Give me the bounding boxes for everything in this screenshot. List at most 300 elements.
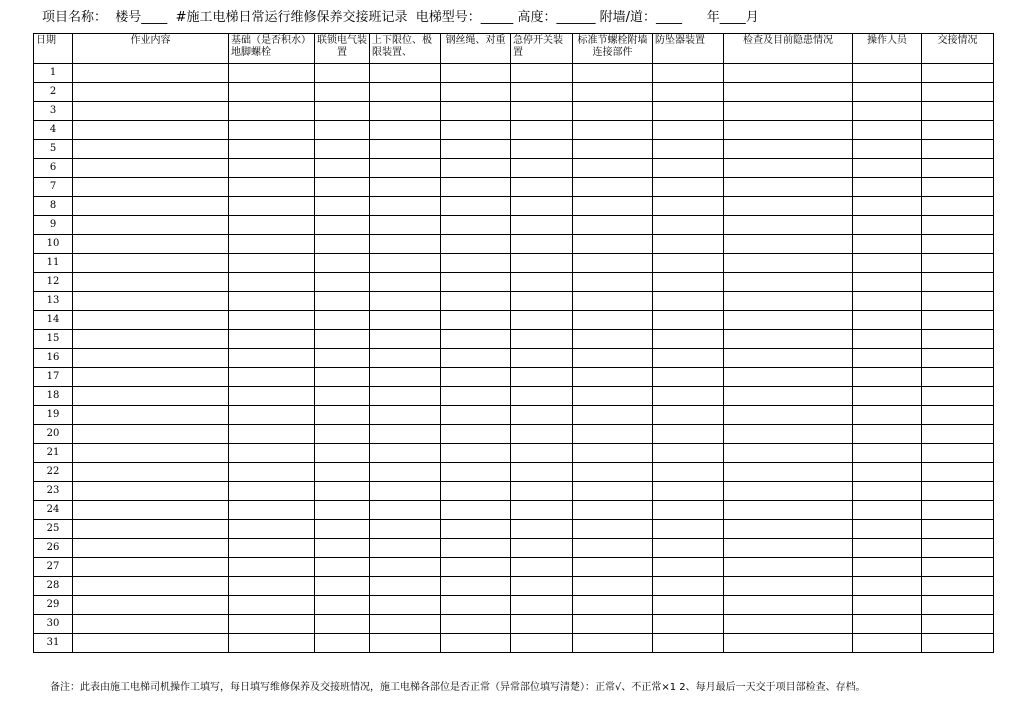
entry-cell[interactable]: [229, 235, 315, 254]
entry-cell[interactable]: [441, 539, 511, 558]
entry-cell[interactable]: [441, 140, 511, 159]
entry-cell[interactable]: [724, 501, 853, 520]
entry-cell[interactable]: [653, 577, 724, 596]
entry-cell[interactable]: [653, 387, 724, 406]
entry-cell[interactable]: [441, 577, 511, 596]
entry-cell[interactable]: [922, 254, 994, 273]
entry-cell[interactable]: [73, 520, 229, 539]
entry-cell[interactable]: [441, 330, 511, 349]
entry-cell[interactable]: [724, 463, 853, 482]
entry-cell[interactable]: [511, 102, 573, 121]
entry-cell[interactable]: [229, 444, 315, 463]
entry-cell[interactable]: [315, 254, 370, 273]
entry-cell[interactable]: [370, 539, 441, 558]
entry-cell[interactable]: [573, 463, 653, 482]
entry-cell[interactable]: [441, 235, 511, 254]
entry-cell[interactable]: [73, 615, 229, 634]
entry-cell[interactable]: [370, 482, 441, 501]
entry-cell[interactable]: [511, 406, 573, 425]
entry-cell[interactable]: [370, 425, 441, 444]
entry-cell[interactable]: [922, 406, 994, 425]
entry-cell[interactable]: [73, 311, 229, 330]
entry-cell[interactable]: [724, 197, 853, 216]
entry-cell[interactable]: [653, 140, 724, 159]
entry-cell[interactable]: [73, 216, 229, 235]
entry-cell[interactable]: [441, 64, 511, 83]
entry-cell[interactable]: [229, 197, 315, 216]
entry-cell[interactable]: [653, 501, 724, 520]
entry-cell[interactable]: [441, 368, 511, 387]
entry-cell[interactable]: [73, 178, 229, 197]
entry-cell[interactable]: [315, 577, 370, 596]
entry-cell[interactable]: [853, 615, 922, 634]
entry-cell[interactable]: [853, 463, 922, 482]
entry-cell[interactable]: [853, 425, 922, 444]
entry-cell[interactable]: [653, 64, 724, 83]
entry-cell[interactable]: [724, 520, 853, 539]
entry-cell[interactable]: [573, 83, 653, 102]
entry-cell[interactable]: [441, 197, 511, 216]
entry-cell[interactable]: [229, 311, 315, 330]
entry-cell[interactable]: [441, 425, 511, 444]
entry-cell[interactable]: [370, 406, 441, 425]
entry-cell[interactable]: [229, 64, 315, 83]
entry-cell[interactable]: [315, 140, 370, 159]
entry-cell[interactable]: [724, 596, 853, 615]
entry-cell[interactable]: [370, 330, 441, 349]
entry-cell[interactable]: [853, 444, 922, 463]
entry-cell[interactable]: [229, 406, 315, 425]
entry-cell[interactable]: [370, 140, 441, 159]
entry-cell[interactable]: [853, 83, 922, 102]
entry-cell[interactable]: [511, 349, 573, 368]
entry-cell[interactable]: [653, 216, 724, 235]
entry-cell[interactable]: [724, 83, 853, 102]
entry-cell[interactable]: [511, 387, 573, 406]
entry-cell[interactable]: [653, 615, 724, 634]
entry-cell[interactable]: [441, 311, 511, 330]
entry-cell[interactable]: [853, 501, 922, 520]
entry-cell[interactable]: [229, 178, 315, 197]
entry-cell[interactable]: [573, 368, 653, 387]
entry-cell[interactable]: [73, 330, 229, 349]
entry-cell[interactable]: [653, 159, 724, 178]
entry-cell[interactable]: [922, 596, 994, 615]
entry-cell[interactable]: [724, 178, 853, 197]
entry-cell[interactable]: [441, 159, 511, 178]
entry-cell[interactable]: [653, 482, 724, 501]
entry-cell[interactable]: [573, 292, 653, 311]
entry-cell[interactable]: [853, 330, 922, 349]
entry-cell[interactable]: [853, 178, 922, 197]
entry-cell[interactable]: [853, 349, 922, 368]
entry-cell[interactable]: [370, 387, 441, 406]
entry-cell[interactable]: [370, 178, 441, 197]
entry-cell[interactable]: [724, 634, 853, 653]
entry-cell[interactable]: [315, 273, 370, 292]
entry-cell[interactable]: [653, 634, 724, 653]
entry-cell[interactable]: [511, 425, 573, 444]
entry-cell[interactable]: [315, 83, 370, 102]
entry-cell[interactable]: [441, 558, 511, 577]
entry-cell[interactable]: [73, 634, 229, 653]
entry-cell[interactable]: [441, 254, 511, 273]
entry-cell[interactable]: [573, 539, 653, 558]
entry-cell[interactable]: [511, 254, 573, 273]
entry-cell[interactable]: [511, 311, 573, 330]
entry-cell[interactable]: [229, 140, 315, 159]
entry-cell[interactable]: [229, 387, 315, 406]
entry-cell[interactable]: [315, 159, 370, 178]
entry-cell[interactable]: [853, 520, 922, 539]
entry-cell[interactable]: [73, 159, 229, 178]
entry-cell[interactable]: [922, 197, 994, 216]
entry-cell[interactable]: [724, 368, 853, 387]
entry-cell[interactable]: [370, 273, 441, 292]
entry-cell[interactable]: [441, 273, 511, 292]
entry-cell[interactable]: [370, 292, 441, 311]
entry-cell[interactable]: [511, 615, 573, 634]
entry-cell[interactable]: [441, 615, 511, 634]
entry-cell[interactable]: [853, 634, 922, 653]
entry-cell[interactable]: [73, 558, 229, 577]
entry-cell[interactable]: [441, 520, 511, 539]
entry-cell[interactable]: [573, 102, 653, 121]
entry-cell[interactable]: [511, 558, 573, 577]
entry-cell[interactable]: [370, 520, 441, 539]
entry-cell[interactable]: [724, 577, 853, 596]
entry-cell[interactable]: [653, 292, 724, 311]
entry-cell[interactable]: [511, 539, 573, 558]
entry-cell[interactable]: [229, 273, 315, 292]
entry-cell[interactable]: [370, 311, 441, 330]
entry-cell[interactable]: [441, 634, 511, 653]
entry-cell[interactable]: [315, 64, 370, 83]
entry-cell[interactable]: [922, 558, 994, 577]
entry-cell[interactable]: [922, 121, 994, 140]
entry-cell[interactable]: [511, 121, 573, 140]
entry-cell[interactable]: [315, 349, 370, 368]
entry-cell[interactable]: [370, 83, 441, 102]
entry-cell[interactable]: [922, 102, 994, 121]
entry-cell[interactable]: [370, 235, 441, 254]
entry-cell[interactable]: [511, 596, 573, 615]
entry-cell[interactable]: [370, 444, 441, 463]
entry-cell[interactable]: [573, 178, 653, 197]
entry-cell[interactable]: [441, 406, 511, 425]
entry-cell[interactable]: [724, 216, 853, 235]
entry-cell[interactable]: [441, 463, 511, 482]
entry-cell[interactable]: [315, 615, 370, 634]
entry-cell[interactable]: [853, 197, 922, 216]
entry-cell[interactable]: [73, 425, 229, 444]
entry-cell[interactable]: [922, 425, 994, 444]
entry-cell[interactable]: [853, 64, 922, 83]
entry-cell[interactable]: [315, 216, 370, 235]
entry-cell[interactable]: [653, 444, 724, 463]
entry-cell[interactable]: [853, 140, 922, 159]
entry-cell[interactable]: [370, 501, 441, 520]
entry-cell[interactable]: [229, 634, 315, 653]
entry-cell[interactable]: [229, 159, 315, 178]
entry-cell[interactable]: [573, 216, 653, 235]
entry-cell[interactable]: [573, 235, 653, 254]
entry-cell[interactable]: [370, 615, 441, 634]
entry-cell[interactable]: [511, 292, 573, 311]
entry-cell[interactable]: [922, 615, 994, 634]
entry-cell[interactable]: [922, 368, 994, 387]
entry-cell[interactable]: [653, 235, 724, 254]
entry-cell[interactable]: [573, 159, 653, 178]
entry-cell[interactable]: [853, 539, 922, 558]
entry-cell[interactable]: [315, 444, 370, 463]
entry-cell[interactable]: [653, 596, 724, 615]
entry-cell[interactable]: [229, 596, 315, 615]
entry-cell[interactable]: [922, 501, 994, 520]
entry-cell[interactable]: [724, 292, 853, 311]
entry-cell[interactable]: [724, 349, 853, 368]
entry-cell[interactable]: [315, 235, 370, 254]
entry-cell[interactable]: [511, 273, 573, 292]
entry-cell[interactable]: [441, 178, 511, 197]
entry-cell[interactable]: [229, 349, 315, 368]
entry-cell[interactable]: [511, 83, 573, 102]
entry-cell[interactable]: [73, 539, 229, 558]
entry-cell[interactable]: [573, 444, 653, 463]
entry-cell[interactable]: [724, 444, 853, 463]
entry-cell[interactable]: [573, 558, 653, 577]
entry-cell[interactable]: [315, 520, 370, 539]
entry-cell[interactable]: [73, 273, 229, 292]
entry-cell[interactable]: [922, 634, 994, 653]
entry-cell[interactable]: [315, 634, 370, 653]
entry-cell[interactable]: [73, 577, 229, 596]
entry-cell[interactable]: [573, 615, 653, 634]
entry-cell[interactable]: [511, 178, 573, 197]
entry-cell[interactable]: [573, 121, 653, 140]
entry-cell[interactable]: [653, 273, 724, 292]
entry-cell[interactable]: [853, 577, 922, 596]
entry-cell[interactable]: [724, 273, 853, 292]
entry-cell[interactable]: [853, 558, 922, 577]
entry-cell[interactable]: [315, 102, 370, 121]
entry-cell[interactable]: [229, 83, 315, 102]
entry-cell[interactable]: [922, 235, 994, 254]
entry-cell[interactable]: [922, 463, 994, 482]
entry-cell[interactable]: [370, 159, 441, 178]
entry-cell[interactable]: [724, 387, 853, 406]
entry-cell[interactable]: [922, 159, 994, 178]
entry-cell[interactable]: [853, 254, 922, 273]
entry-cell[interactable]: [370, 197, 441, 216]
entry-cell[interactable]: [370, 558, 441, 577]
entry-cell[interactable]: [511, 634, 573, 653]
entry-cell[interactable]: [922, 292, 994, 311]
entry-cell[interactable]: [229, 558, 315, 577]
entry-cell[interactable]: [511, 501, 573, 520]
entry-cell[interactable]: [853, 311, 922, 330]
entry-cell[interactable]: [511, 482, 573, 501]
entry-cell[interactable]: [441, 482, 511, 501]
entry-cell[interactable]: [441, 102, 511, 121]
entry-cell[interactable]: [724, 235, 853, 254]
entry-cell[interactable]: [441, 121, 511, 140]
entry-cell[interactable]: [573, 387, 653, 406]
entry-cell[interactable]: [922, 178, 994, 197]
entry-cell[interactable]: [229, 501, 315, 520]
entry-cell[interactable]: [653, 178, 724, 197]
entry-cell[interactable]: [511, 463, 573, 482]
entry-cell[interactable]: [315, 406, 370, 425]
entry-cell[interactable]: [315, 178, 370, 197]
entry-cell[interactable]: [511, 159, 573, 178]
entry-cell[interactable]: [922, 140, 994, 159]
entry-cell[interactable]: [922, 387, 994, 406]
entry-cell[interactable]: [73, 444, 229, 463]
entry-cell[interactable]: [922, 520, 994, 539]
entry-cell[interactable]: [853, 102, 922, 121]
entry-cell[interactable]: [370, 596, 441, 615]
entry-cell[interactable]: [229, 615, 315, 634]
entry-cell[interactable]: [73, 292, 229, 311]
entry-cell[interactable]: [315, 330, 370, 349]
entry-cell[interactable]: [370, 634, 441, 653]
entry-cell[interactable]: [653, 558, 724, 577]
entry-cell[interactable]: [724, 140, 853, 159]
entry-cell[interactable]: [441, 501, 511, 520]
entry-cell[interactable]: [653, 463, 724, 482]
entry-cell[interactable]: [370, 121, 441, 140]
entry-cell[interactable]: [573, 273, 653, 292]
entry-cell[interactable]: [229, 463, 315, 482]
entry-cell[interactable]: [73, 406, 229, 425]
entry-cell[interactable]: [229, 330, 315, 349]
entry-cell[interactable]: [653, 330, 724, 349]
entry-cell[interactable]: [853, 216, 922, 235]
entry-cell[interactable]: [370, 216, 441, 235]
entry-cell[interactable]: [853, 406, 922, 425]
entry-cell[interactable]: [73, 368, 229, 387]
entry-cell[interactable]: [315, 463, 370, 482]
entry-cell[interactable]: [511, 444, 573, 463]
entry-cell[interactable]: [315, 292, 370, 311]
entry-cell[interactable]: [315, 425, 370, 444]
entry-cell[interactable]: [653, 368, 724, 387]
entry-cell[interactable]: [511, 368, 573, 387]
entry-cell[interactable]: [229, 254, 315, 273]
entry-cell[interactable]: [511, 64, 573, 83]
entry-cell[interactable]: [573, 501, 653, 520]
entry-cell[interactable]: [370, 577, 441, 596]
entry-cell[interactable]: [315, 197, 370, 216]
entry-cell[interactable]: [922, 444, 994, 463]
entry-cell[interactable]: [441, 444, 511, 463]
entry-cell[interactable]: [653, 83, 724, 102]
entry-cell[interactable]: [573, 140, 653, 159]
entry-cell[interactable]: [922, 577, 994, 596]
entry-cell[interactable]: [229, 577, 315, 596]
entry-cell[interactable]: [922, 64, 994, 83]
entry-cell[interactable]: [73, 83, 229, 102]
entry-cell[interactable]: [229, 216, 315, 235]
entry-cell[interactable]: [73, 482, 229, 501]
entry-cell[interactable]: [724, 482, 853, 501]
entry-cell[interactable]: [511, 520, 573, 539]
entry-cell[interactable]: [73, 102, 229, 121]
entry-cell[interactable]: [370, 102, 441, 121]
entry-cell[interactable]: [922, 482, 994, 501]
entry-cell[interactable]: [573, 520, 653, 539]
entry-cell[interactable]: [315, 387, 370, 406]
entry-cell[interactable]: [922, 83, 994, 102]
entry-cell[interactable]: [724, 102, 853, 121]
entry-cell[interactable]: [370, 368, 441, 387]
entry-cell[interactable]: [370, 349, 441, 368]
entry-cell[interactable]: [315, 558, 370, 577]
entry-cell[interactable]: [922, 539, 994, 558]
entry-cell[interactable]: [229, 292, 315, 311]
entry-cell[interactable]: [653, 349, 724, 368]
entry-cell[interactable]: [573, 634, 653, 653]
entry-cell[interactable]: [229, 539, 315, 558]
entry-cell[interactable]: [724, 311, 853, 330]
entry-cell[interactable]: [653, 425, 724, 444]
entry-cell[interactable]: [370, 254, 441, 273]
entry-cell[interactable]: [573, 577, 653, 596]
entry-cell[interactable]: [73, 254, 229, 273]
entry-cell[interactable]: [853, 292, 922, 311]
entry-cell[interactable]: [653, 311, 724, 330]
entry-cell[interactable]: [853, 159, 922, 178]
entry-cell[interactable]: [73, 235, 229, 254]
entry-cell[interactable]: [441, 292, 511, 311]
entry-cell[interactable]: [73, 140, 229, 159]
entry-cell[interactable]: [573, 596, 653, 615]
entry-cell[interactable]: [229, 482, 315, 501]
entry-cell[interactable]: [653, 520, 724, 539]
entry-cell[interactable]: [573, 349, 653, 368]
entry-cell[interactable]: [315, 482, 370, 501]
entry-cell[interactable]: [315, 539, 370, 558]
entry-cell[interactable]: [853, 121, 922, 140]
entry-cell[interactable]: [573, 254, 653, 273]
entry-cell[interactable]: [511, 197, 573, 216]
entry-cell[interactable]: [724, 330, 853, 349]
entry-cell[interactable]: [853, 368, 922, 387]
entry-cell[interactable]: [573, 311, 653, 330]
entry-cell[interactable]: [315, 368, 370, 387]
entry-cell[interactable]: [229, 368, 315, 387]
entry-cell[interactable]: [573, 406, 653, 425]
entry-cell[interactable]: [653, 539, 724, 558]
entry-cell[interactable]: [653, 254, 724, 273]
entry-cell[interactable]: [724, 406, 853, 425]
entry-cell[interactable]: [653, 121, 724, 140]
entry-cell[interactable]: [441, 83, 511, 102]
entry-cell[interactable]: [853, 387, 922, 406]
entry-cell[interactable]: [315, 121, 370, 140]
entry-cell[interactable]: [653, 197, 724, 216]
entry-cell[interactable]: [653, 406, 724, 425]
entry-cell[interactable]: [511, 235, 573, 254]
entry-cell[interactable]: [724, 615, 853, 634]
entry-cell[interactable]: [853, 273, 922, 292]
entry-cell[interactable]: [229, 121, 315, 140]
entry-cell[interactable]: [724, 558, 853, 577]
entry-cell[interactable]: [315, 311, 370, 330]
entry-cell[interactable]: [511, 140, 573, 159]
entry-cell[interactable]: [922, 216, 994, 235]
